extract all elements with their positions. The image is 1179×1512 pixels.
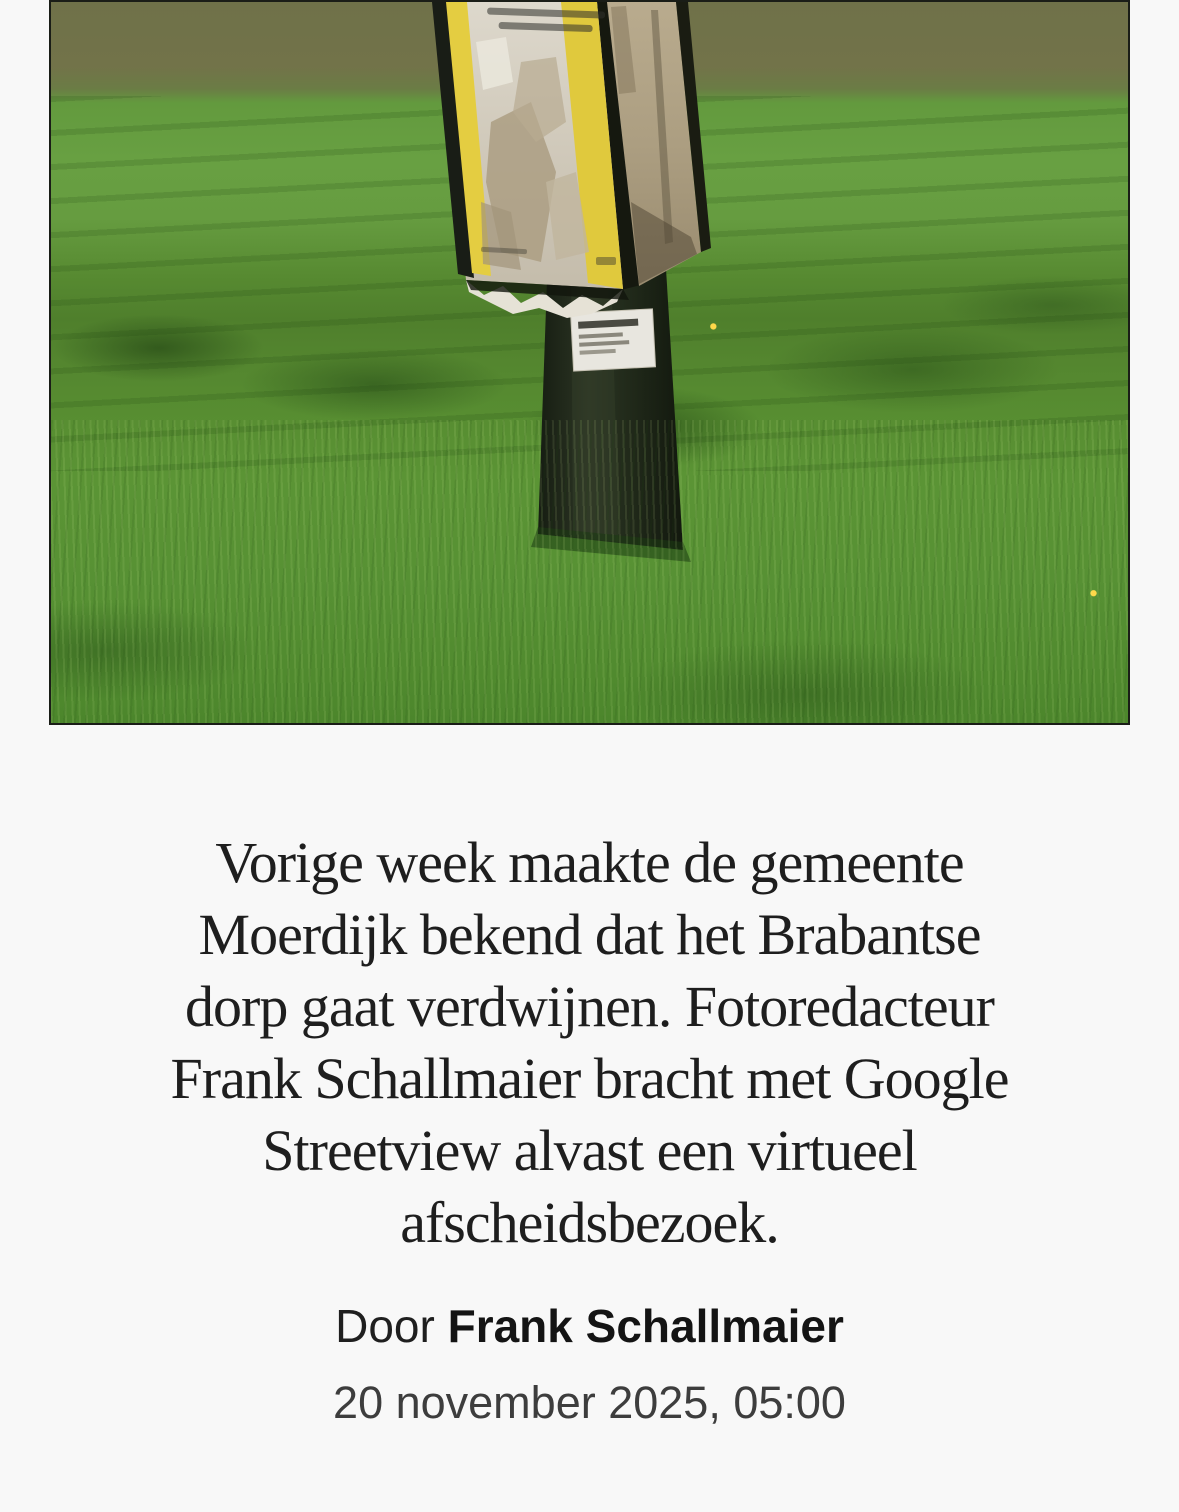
publication-date: 20 november 2025, 05:00	[333, 1377, 846, 1428]
article-intro	[0, 827, 1179, 1259]
byline	[0, 1299, 1179, 1353]
intro-line: Frank Schallmaier bracht met Google	[170, 1046, 1009, 1111]
article-hero-photo	[49, 0, 1130, 725]
intro-line: dorp gaat verdwijnen. Fotoredacteur	[185, 974, 994, 1039]
byline-author: Frank Schallmaier	[447, 1300, 844, 1352]
intro-line: afscheidsbezoek.	[400, 1190, 779, 1255]
byline-prefix: Door	[335, 1300, 435, 1352]
intro-line: Moerdijk bekend dat het Brabantse	[198, 902, 981, 967]
pole-label	[571, 309, 656, 371]
intro-line: Streetview alvast een virtueel	[262, 1118, 917, 1183]
sign-left-face	[432, 2, 629, 318]
foreground-grass-texture	[51, 420, 1128, 723]
intro-line: Vorige week maakte de gemeente	[215, 830, 964, 895]
